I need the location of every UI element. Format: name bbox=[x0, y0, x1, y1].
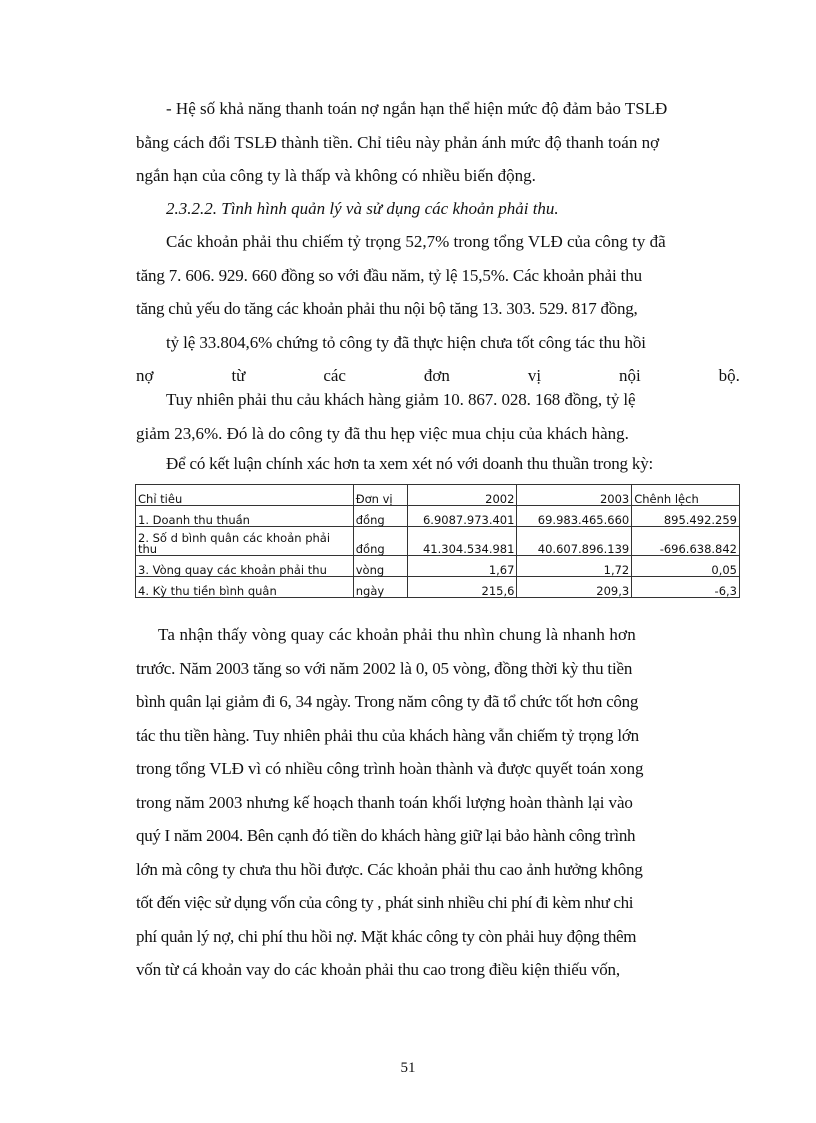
table-cell: 4. Kỳ thu tiền bình quân bbox=[136, 577, 354, 598]
paragraph-table-intro bbox=[136, 447, 740, 481]
section-heading bbox=[136, 192, 740, 226]
text-line: tỷ lệ 33.804,6% chứng tỏ công ty đã thực hiện chưa tốt công tác thu hồi bbox=[166, 332, 646, 352]
word: vị bbox=[527, 366, 542, 385]
text-line: ngắn hạn của công ty là thấp và không có nhiều biến động. bbox=[136, 166, 536, 185]
table-cell: 69.983.465.660 bbox=[517, 506, 632, 527]
receivables-table bbox=[135, 484, 740, 598]
word: các bbox=[323, 366, 346, 385]
table-cell: ngày bbox=[353, 577, 407, 598]
paragraph-receivables bbox=[136, 225, 740, 393]
table-cell: -6,3 bbox=[632, 577, 740, 598]
table-header-cell: 2002 bbox=[407, 485, 517, 506]
table-header-row bbox=[136, 485, 740, 506]
table-cell: 1,67 bbox=[407, 556, 517, 577]
table-cell: đồng bbox=[353, 527, 407, 556]
table-cell: 215,6 bbox=[407, 577, 517, 598]
text-line: Để có kết luận chính xác hơn ta xem xét nó với doanh thu thuần trong kỳ: bbox=[166, 454, 654, 473]
text-line: Ta nhận thấy vòng quay các khoản phải thu nhìn chung là nhanh hơn bbox=[158, 625, 636, 644]
text-line: trước. Năm 2003 tăng so với năm 2002 là 0, 05 vòng, đồng thời kỳ thu tiền bbox=[136, 658, 633, 678]
word: bộ. bbox=[718, 366, 740, 385]
text-line: tốt đến việc sử dụng vốn của công ty , phát sinh nhiều chi phí đi kèm như chi bbox=[136, 893, 634, 912]
text-line: trong năm 2003 nhưng kế hoạch thanh toán khối lượng hoàn thành lại vào bbox=[136, 792, 633, 812]
text-line: Các khoản phải thu chiếm tỷ trọng 52,7% trong tổng VLĐ của công ty đã bbox=[166, 232, 666, 251]
table-header-cell: Chênh lệch bbox=[632, 485, 740, 506]
word: nợ bbox=[136, 366, 154, 385]
table-cell: 1. Doanh thu thuần bbox=[136, 506, 354, 527]
paragraph-analysis bbox=[136, 618, 740, 987]
text-line: lớn mà công ty chưa thu hồi được. Các khoản phải thu cao ảnh hưởng không bbox=[136, 859, 643, 879]
text-line: trong tổng VLĐ vì có nhiều công trình hoàn thành và được quyết toán xong bbox=[136, 759, 644, 778]
text-line: bình quân lại giảm đi 6, 34 ngày. Trong năm công ty đã tổ chức tốt hơn công bbox=[136, 692, 639, 711]
text-line: Tuy nhiên phải thu cảu khách hàng giảm 10. 867. 028. 168 đồng, tỷ lệ bbox=[166, 390, 636, 409]
paragraph-current-ratio bbox=[136, 92, 740, 193]
table-cell: đồng bbox=[353, 506, 407, 527]
text-line: phí quản lý nợ, chi phí thu hồi nợ. Mặt khác công ty còn phải huy động thêm bbox=[136, 926, 637, 946]
table-cell: 0,05 bbox=[632, 556, 740, 577]
text-line: bằng cách đổi TSLĐ thành tiền. Chỉ tiêu này phản ánh mức độ thanh toán nợ bbox=[136, 132, 660, 152]
table-cell: 1,72 bbox=[517, 556, 632, 577]
table-cell: 41.304.534.981 bbox=[407, 527, 517, 556]
text-line: tác thu tiền hàng. Tuy nhiên phải thu của khách hàng vẫn chiếm tỷ trọng lớn bbox=[136, 725, 639, 745]
table-header-cell: Chỉ tiêu bbox=[136, 485, 354, 506]
text-line: giảm 23,6%. Đó là do công ty đã thu hẹp việc mua chịu của khách hàng. bbox=[136, 423, 629, 443]
text-line: quý I năm 2004. Bên cạnh đó tiền do khách hàng giữ lại bảo hành công trình bbox=[136, 826, 636, 845]
table-cell: 209,3 bbox=[517, 577, 632, 598]
table-cell: 40.607.896.139 bbox=[517, 527, 632, 556]
word: nội bbox=[619, 366, 641, 385]
table-row bbox=[136, 577, 740, 598]
word: từ bbox=[231, 366, 246, 385]
table-row bbox=[136, 506, 740, 527]
section-heading-text: 2.3.2.2. Tình hình quản lý và sử dụng các khoản phải thu. bbox=[166, 199, 559, 218]
table-header-cell: 2003 bbox=[517, 485, 632, 506]
text-line: tăng 7. 606. 929. 660 đồng so với đầu năm, tỷ lệ 15,5%. Các khoản phải thu bbox=[136, 265, 642, 285]
table-header-cell: Đơn vị bbox=[353, 485, 407, 506]
table-cell: 6.9087.973.401 bbox=[407, 506, 517, 527]
table-row bbox=[136, 556, 740, 577]
page-number: 51 bbox=[400, 1060, 416, 1076]
table-cell: 3. Vòng quay các khoản phải thu bbox=[136, 556, 354, 577]
table-cell: vòng bbox=[353, 556, 407, 577]
text-line: - Hệ số khả năng thanh toán nợ ngắn hạn thể hiện mức độ đảm bảo TSLĐ bbox=[166, 99, 668, 118]
table-cell: 895.492.259 bbox=[632, 506, 740, 527]
paragraph-customer-receivables bbox=[136, 383, 740, 450]
text-line: vốn từ cá khoản vay do các khoản phải thu cao trong điều kiện thiếu vốn, bbox=[136, 960, 620, 979]
table-cell: -696.638.842 bbox=[632, 527, 740, 556]
word: đơn bbox=[423, 366, 450, 385]
table-cell: 2. Số d bình quân các khoản phải thu bbox=[136, 527, 354, 556]
table-row bbox=[136, 527, 740, 556]
text-line: tăng chủ yếu do tăng các khoản phải thu nội bộ tăng 13. 303. 529. 817 đồng, bbox=[136, 299, 638, 318]
